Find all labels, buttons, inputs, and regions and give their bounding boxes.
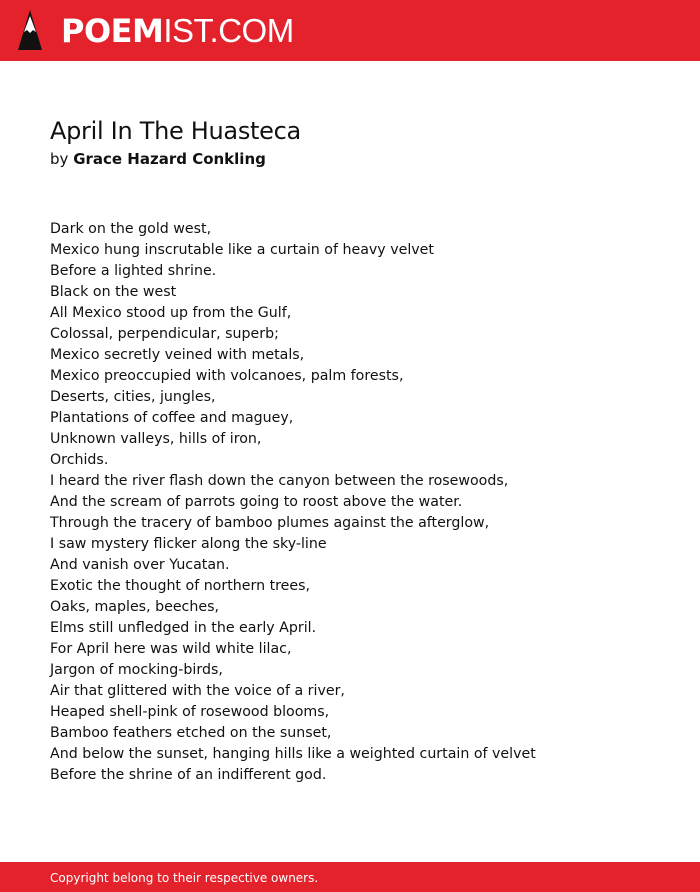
poem-line: Orchids. [50, 452, 109, 468]
poem-line: Colossal, perpendicular, superb; [50, 326, 279, 342]
copyright-text: Copyright belong to their respective owners. [50, 871, 319, 885]
poem-line: Dark on the gold west, [50, 221, 212, 237]
site-logo[interactable] [61, 11, 294, 51]
poem-line: All Mexico stood up from the Gulf, [50, 305, 292, 321]
byline [50, 149, 266, 169]
poem-line: Mexico secretly veined with metals, [50, 347, 305, 363]
poem-line: Before a lighted shrine. [50, 263, 217, 279]
site-header [0, 0, 700, 61]
poem-line: Before the shrine of an indifferent god. [50, 767, 327, 783]
poem-line: And below the sunset, hanging hills like a weighted curtain of velvet [50, 746, 536, 762]
poem-line: Through the tracery of bamboo plumes against the afterglow, [50, 515, 490, 531]
author-name: Grace Hazard Conkling [73, 150, 266, 168]
poem-line: Bamboo feathers etched on the sunset, [50, 725, 332, 741]
logo-bold-text: POEM [61, 12, 164, 50]
poem-line: Elms still unfledged in the early April. [50, 620, 317, 636]
pencil-icon[interactable] [17, 9, 43, 51]
poem-line: I saw mystery flicker along the sky-line [50, 536, 327, 552]
poem-line: Air that glittered with the voice of a river, [50, 683, 345, 699]
poem-line: Exotic the thought of northern trees, [50, 578, 311, 594]
logo-light-text: IST.COM [163, 12, 294, 49]
poem-line: Mexico preoccupied with volcanoes, palm forests, [50, 368, 404, 384]
poem-line: Black on the west [50, 284, 177, 300]
poem-title: April In The Huasteca [50, 117, 301, 145]
poem-line: Heaped shell-pink of rosewood blooms, [50, 704, 330, 720]
poem-line: Jargon of mocking-birds, [50, 662, 223, 678]
poem-line: Oaks, maples, beeches, [50, 599, 219, 615]
by-label: by [50, 150, 69, 168]
poem-line: Mexico hung inscrutable like a curtain of heavy velvet [50, 242, 434, 258]
poem-line: And the scream of parrots going to roost above the water. [50, 494, 463, 510]
site-footer [0, 862, 700, 892]
poem-line: And vanish over Yucatan. [50, 557, 230, 573]
poem-line: Unknown valleys, hills of iron, [50, 431, 262, 447]
poem-line: For April here was wild white lilac, [50, 641, 292, 657]
poem-line: Deserts, cities, jungles, [50, 389, 216, 405]
poem-body [50, 219, 670, 786]
poem-line: Plantations of coffee and maguey, [50, 410, 294, 426]
poem-line: I heard the river flash down the canyon between the rosewoods, [50, 473, 509, 489]
